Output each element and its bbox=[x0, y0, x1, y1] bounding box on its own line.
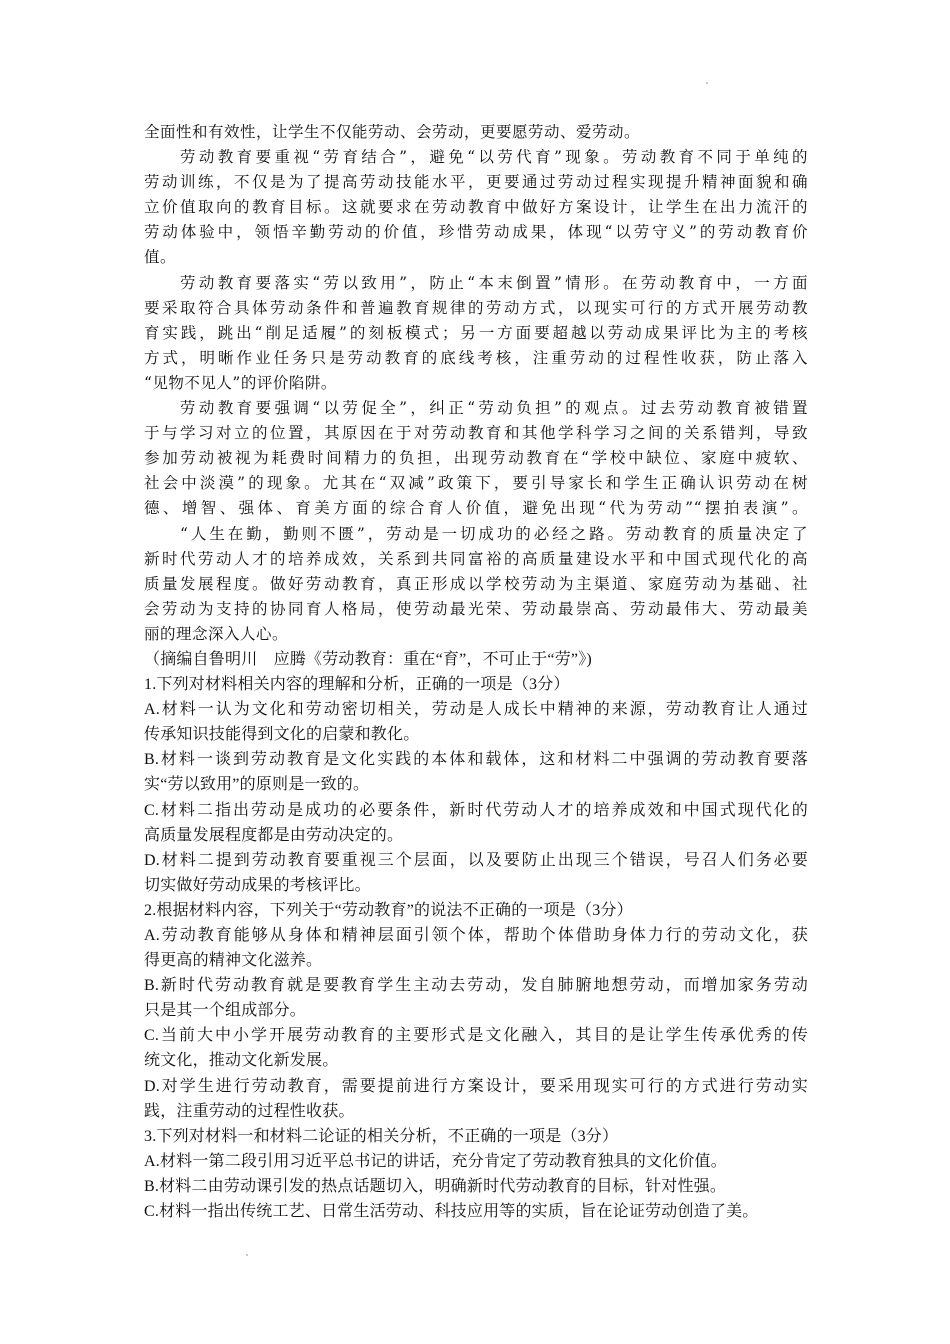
question-stem: 1.下列对材料相关内容的理解和分析，正确的一项是（3分） bbox=[144, 676, 570, 694]
option-c bbox=[144, 1199, 808, 1224]
text-line: B.材料二由劳动课引发的热点话题切入，明确新时代劳动教育的目标，针对性强。 bbox=[144, 1177, 727, 1195]
text-line: 新时代劳动人才的培养成效，关系到共同富裕的高质量建设水平和中国式现代化的高 bbox=[144, 549, 808, 568]
text-line: A.材料一认为文化和劳动密切相关，劳动是人成长中精神的来源，劳动教育让人通过 bbox=[144, 701, 808, 719]
text-line: C.当前大中小学开展劳动教育的主要形式是文化融入，其目的是让学生传承优秀的传 bbox=[144, 1027, 808, 1045]
text-line: 于与学习对立的位置，其原因在于对劳动教育和其他学科学习之间的关系错判，导致 bbox=[144, 424, 808, 443]
text-line: 全面性和有效性，让学生不仅能劳动、会劳动，更要愿劳动、爱劳动。 bbox=[144, 123, 641, 141]
article-paragraph bbox=[144, 120, 808, 145]
scan-speck bbox=[706, 82, 708, 84]
option-d bbox=[144, 848, 808, 898]
text-line: “人生在勤，勤则不匮”，劳动是一切成功的必经之路。劳动教育的质量决定了 bbox=[180, 524, 808, 543]
article-paragraph bbox=[144, 396, 808, 521]
option-b bbox=[144, 1174, 808, 1199]
text-line: D.材料二提到劳动教育要重视三个层面，以及要防止出现三个错误，号召人们务必要 bbox=[144, 851, 808, 869]
text-line: B.材料一谈到劳动教育是文化实践的本体和载体，这和材料二中强调的劳动教育要落 bbox=[144, 751, 808, 769]
question-stem: 2.根据材料内容，下列关于“劳动教育”的说法不正确的一项是（3分） bbox=[144, 901, 633, 919]
text-line: A.材料一第二段引用习近平总书记的讲话，充分肯定了劳动教育独具的文化价值。 bbox=[144, 1152, 727, 1170]
article-paragraph bbox=[144, 522, 808, 647]
text-line: 值。 bbox=[144, 248, 177, 267]
text-line: 高质量发展程度都是由劳动决定的。 bbox=[144, 826, 404, 844]
exam-page bbox=[144, 120, 808, 1224]
question-block bbox=[144, 898, 808, 1124]
text-line: 切实做好劳动成果的考核评比。 bbox=[144, 876, 371, 894]
text-line: 统文化，推动文化新发展。 bbox=[144, 1052, 339, 1070]
text-line: 传承知识技能得到文化的启蒙和教化。 bbox=[144, 726, 420, 744]
text-line: 育实践，跳出“削足适履”的刻板模式；另一方面要超越以劳动成果评比为主的考核 bbox=[144, 323, 808, 342]
question-block bbox=[144, 672, 808, 898]
text-line: 方式，明晰作业任务只是劳动教育的底线考核，注重劳动的过程性收获，防止落入 bbox=[144, 348, 808, 367]
text-line: D.对学生进行劳动教育，需要提前进行方案设计，要采用现实可行的方式进行劳动实 bbox=[144, 1077, 808, 1095]
text-line: 质量发展程度。做好劳动教育，真正形成以学校劳动为主渠道、家庭劳动为基础、社 bbox=[144, 574, 808, 593]
text-line: 实“劳以致用”的原则是一致的。 bbox=[144, 776, 370, 794]
text-line: 参加劳动被视为耗费时间精力的负担，出现劳动教育在“学校中缺位、家庭中疲软、 bbox=[144, 449, 808, 468]
text-line: A.劳动教育能够从身体和精神层面引领个体，帮助个体借助身体力行的劳动文化，获 bbox=[144, 927, 808, 944]
option-b bbox=[144, 747, 808, 797]
text-line: C.材料二指出劳动是成功的必要条件，新时代劳动人才的培养成效和中国式现代化的 bbox=[144, 801, 808, 819]
question-block bbox=[144, 1124, 808, 1224]
text-line: 德、增智、强体、育美方面的综合育人价值，避免出现“代为劳动”“摆拍表演”。 bbox=[144, 499, 808, 518]
option-a bbox=[144, 697, 808, 747]
text-line: 劳动训练，不仅是为了提高劳动技能水平，更要通过劳动过程实现提升精神面貌和确 bbox=[144, 173, 808, 192]
option-c bbox=[144, 798, 808, 848]
text-line: 劳动教育要落实“劳以致用”，防止“本末倒置”情形。在劳动教育中，一方面 bbox=[180, 273, 808, 292]
source-attribution: （摘编自鲁明川 应腾《劳动教育：重在“育”，不可止于“劳”》) bbox=[144, 650, 592, 668]
scan-speck bbox=[246, 1254, 248, 1256]
text-line: 社会中淡漠”的现象。尤其在“双减”政策下，要引导家长和学生正确认识劳动在树 bbox=[144, 474, 808, 493]
article-paragraph bbox=[144, 271, 808, 396]
text-line: B.新时代劳动教育就是要教育学生主动去劳动，发自肺腑地想劳动，而增加家务劳动 bbox=[144, 977, 808, 995]
text-line: 只是其一个组成部分。 bbox=[144, 1002, 307, 1020]
question-stem: 3.下列对材料一和材料二论证的相关分析，不正确的一项是（3分） bbox=[144, 1127, 619, 1145]
text-line: 践，注重劳动的过程性收获。 bbox=[144, 1102, 355, 1120]
text-line: 要采取符合具体劳动条件和普遍教育规律的劳动方式，以现实可行的方式开展劳动教 bbox=[144, 298, 808, 317]
option-b bbox=[144, 973, 808, 1023]
article-paragraph bbox=[144, 145, 808, 270]
text-line: 丽的理念深入人心。 bbox=[144, 624, 289, 643]
option-a bbox=[144, 1149, 808, 1174]
option-c bbox=[144, 1023, 808, 1073]
text-line: 得更高的精神文化滋养。 bbox=[144, 952, 323, 970]
text-line: 会劳动为支持的协同育人格局，使劳动最光荣、劳动最崇高、劳动最伟大、劳动最美 bbox=[144, 599, 808, 618]
text-line: 劳动教育要重视“劳育结合”，避免“以劳代育”现象。劳动教育不同于单纯的 bbox=[180, 148, 808, 167]
text-line: “见物不见人”的评价陷阱。 bbox=[144, 373, 337, 392]
text-line: 劳动教育要强调“以劳促全”，纠正“劳动负担”的观点。过去劳动教育被错置 bbox=[180, 399, 808, 418]
option-d bbox=[144, 1074, 808, 1124]
text-line: C.材料一指出传统工艺、日常生活劳动、科技应用等的实质，旨在论证劳动创造了美。 bbox=[144, 1203, 759, 1221]
text-line: 立价值取向的教育目标。这就要求在劳动教育中做好方案设计，让学生在出力流汗的 bbox=[144, 198, 808, 217]
text-line: 劳动体验中，领悟辛勤劳动的价值，珍惜劳动成果，体现“以劳守义”的劳动教育价 bbox=[144, 223, 808, 242]
option-a bbox=[144, 923, 808, 973]
